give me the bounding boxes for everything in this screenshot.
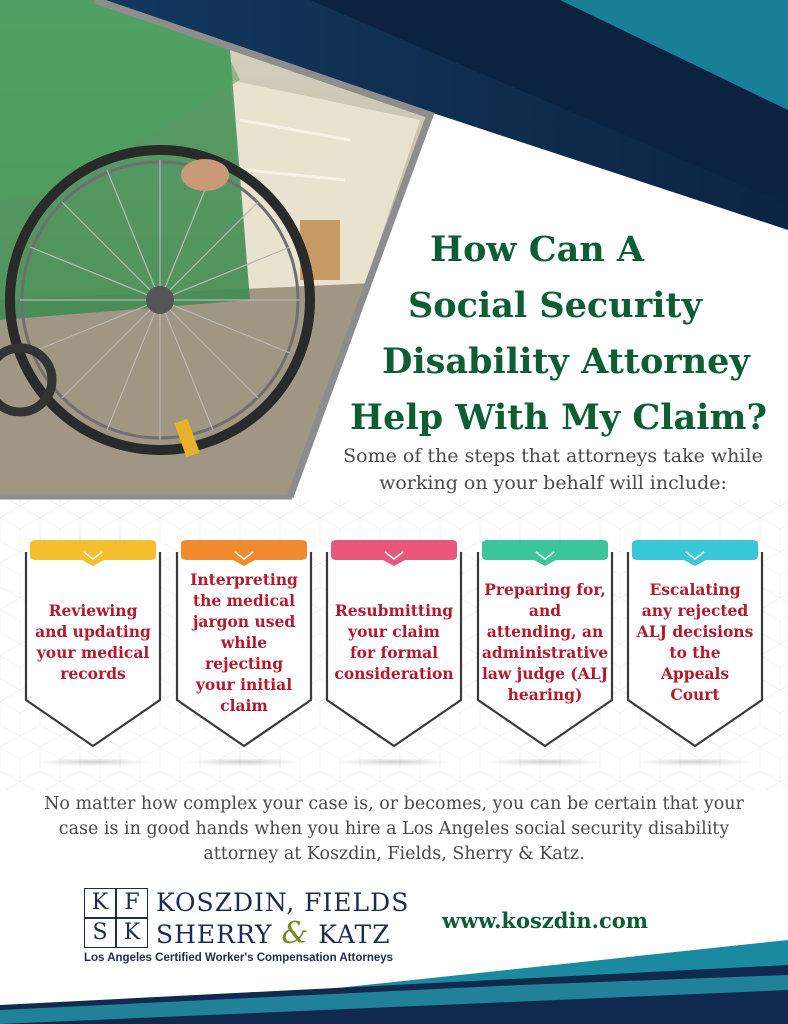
- step-card-4: [476, 540, 614, 750]
- headline-line-4: Help With My Claim?: [350, 397, 768, 438]
- firm-name-line-2: [156, 916, 391, 951]
- step-card-2: [175, 540, 313, 750]
- monogram-letter: S: [85, 919, 115, 947]
- steps-list: [0, 540, 788, 770]
- subtitle: [320, 443, 786, 497]
- monogram-letter: F: [117, 889, 147, 917]
- step-card-shadow: [486, 758, 604, 766]
- step-card-shadow: [335, 758, 453, 766]
- firm-name-katz: KATZ: [318, 920, 391, 949]
- firm-tagline: Los Angeles Certified Worker's Compensation Attorneys: [84, 952, 394, 964]
- subtitle-line-2: working on your behalf will include:: [379, 472, 727, 494]
- firm-name-line-1: KOSZDIN, FIELDS: [156, 888, 410, 917]
- firm-logo: [84, 888, 410, 968]
- monogram: [84, 888, 148, 948]
- headline: [330, 222, 780, 446]
- step-card-shadow: [636, 758, 754, 766]
- headline-line-3: Disability Attorney: [382, 341, 750, 382]
- step-card-text: Reviewing and updating your medical records: [35, 601, 151, 683]
- step-card-text: Preparing for, and attending, an administrative law judge (ALJ hearing): [481, 580, 609, 704]
- subtitle-line-1: Some of the steps that attorneys take while: [343, 445, 763, 467]
- headline-line-1: How Can A: [430, 229, 645, 270]
- step-card-1: [24, 540, 162, 750]
- monogram-letter: K: [85, 889, 115, 917]
- step-card-3: [325, 540, 463, 750]
- step-card-text: Resubmitting your claim for formal consideration: [334, 601, 454, 683]
- step-card-text: Escalating any rejected ALJ decisions to the Appeals Court: [636, 580, 754, 704]
- step-card-shadow: [185, 758, 303, 766]
- step-card-shadow: [34, 758, 152, 766]
- website-link[interactable]: www.koszdin.com: [442, 908, 648, 933]
- closing-paragraph: No matter how complex your case is, or becomes, you can be certain that your case is in good hands when you hire a Los Angeles social security disability attorney at Koszdin, Fields, Sherry & Katz.: [44, 794, 744, 864]
- step-card-text: Interpreting the medical jargon used while rejecting your initial claim: [190, 569, 298, 715]
- step-card-5: [626, 540, 764, 750]
- monogram-letter: K: [117, 919, 147, 947]
- ampersand: &: [281, 916, 310, 951]
- headline-line-2: Social Security: [408, 285, 702, 326]
- firm-name-sherry: SHERRY: [156, 920, 273, 949]
